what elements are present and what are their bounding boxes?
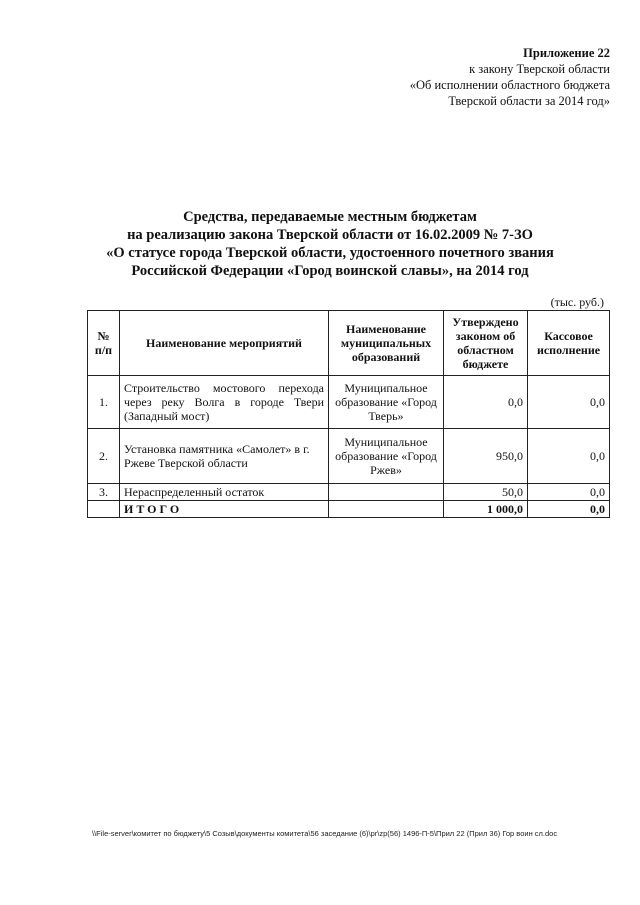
title-line: Российской Федерации «Город воинской славы», на 2014 год bbox=[131, 263, 529, 279]
row-num: 1. bbox=[88, 376, 120, 429]
row-municipality: Муниципальное образование «Город Тверь» bbox=[329, 376, 444, 429]
document-title bbox=[40, 208, 620, 280]
header-municipality: Наименование муниципальных образований bbox=[329, 311, 444, 376]
header-approved: Утверждено законом об областном бюджете bbox=[444, 311, 528, 376]
row-approved: 950,0 bbox=[444, 429, 528, 484]
header-executed: Кассовое исполнение bbox=[528, 311, 610, 376]
table-row bbox=[88, 429, 610, 484]
row-executed: 0,0 bbox=[528, 376, 610, 429]
appendix-line: к закону Тверской области bbox=[469, 62, 610, 76]
row-municipality: Муниципальное образование «Город Ржев» bbox=[329, 429, 444, 484]
total-row bbox=[88, 501, 610, 518]
appendix-line: Тверской области за 2014 год» bbox=[448, 94, 610, 108]
total-executed: 0,0 bbox=[528, 501, 610, 518]
row-name: Строительство мостового перехода через реку Волга в городе Твери (Западный мост) bbox=[120, 376, 329, 429]
row-approved: 50,0 bbox=[444, 484, 528, 501]
header-name: Наименование мероприятий bbox=[120, 311, 329, 376]
appendix-line: «Об исполнении областного бюджета bbox=[409, 78, 610, 92]
row-num: 3. bbox=[88, 484, 120, 501]
row-num: 2. bbox=[88, 429, 120, 484]
total-approved: 1 000,0 bbox=[444, 501, 528, 518]
title-line: на реализацию закона Тверской области от 16.02.2009 № 7-ЗО bbox=[127, 227, 533, 243]
title-line: «О статусе города Тверской области, удостоенного почетного звания bbox=[106, 245, 554, 261]
budget-table bbox=[87, 310, 610, 518]
row-name: Установка памятника «Самолет» в г. Ржеве Тверской области bbox=[120, 429, 329, 484]
row-municipality bbox=[329, 484, 444, 501]
appendix-block bbox=[410, 45, 610, 109]
file-path-footer: \\File-server\комитет по бюджету\5 Созыв\документы комитета\56 заседание (6)\pr\zp(56) 1496-П-5\Прил 22 (Прил 36) Гор воин сл.doc bbox=[92, 829, 558, 838]
total-municipality-cell bbox=[329, 501, 444, 518]
row-name: Нераспределенный остаток bbox=[120, 484, 329, 501]
appendix-number: Приложение 22 bbox=[523, 46, 610, 60]
row-approved: 0,0 bbox=[444, 376, 528, 429]
header-num: № п/п bbox=[88, 311, 120, 376]
total-num-cell bbox=[88, 501, 120, 518]
row-executed: 0,0 bbox=[528, 429, 610, 484]
table-header-row bbox=[88, 311, 610, 376]
row-executed: 0,0 bbox=[528, 484, 610, 501]
table-row bbox=[88, 376, 610, 429]
total-label: ИТОГО bbox=[120, 501, 329, 518]
units-label: (тыс. руб.) bbox=[550, 295, 604, 309]
title-line: Средства, передаваемые местным бюджетам bbox=[183, 209, 477, 225]
table-row bbox=[88, 484, 610, 501]
